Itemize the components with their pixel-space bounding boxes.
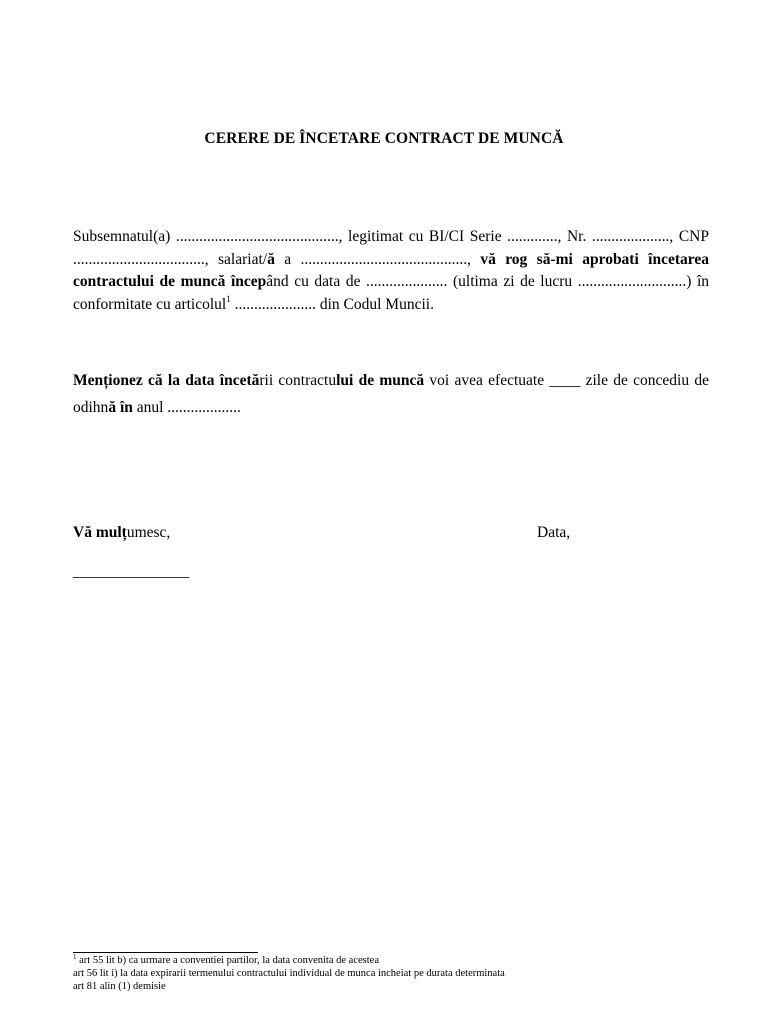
para2-text-4: voi avea efectuate ____ zile de concediu de odihn <box>73 372 710 416</box>
footnote-line-3: art 81 alin (1) demisie <box>73 981 166 992</box>
footnote-separator <box>73 952 258 953</box>
para1-text-1: Subsemnatul(a) .........................................., legitimat cu BI/CI Serie ............., Nr. ...................., CNP .................................., salariat/ <box>73 228 709 268</box>
para2-text-8: anul ................... <box>132 398 241 416</box>
document-title: CERERE DE ÎNCETARE CONTRACT DE MUNCĂ <box>204 130 564 147</box>
para2-text-1: Menționez că la data încetă <box>73 372 260 389</box>
para1-text-6: ..................... din Codul Muncii. <box>230 295 434 313</box>
para2-text-7: în <box>119 398 133 416</box>
para2-text-2: rii contractu <box>259 372 337 389</box>
closing-text-2: umesc, <box>126 524 171 541</box>
footnote-text-1: art 55 lit b) ca urmare a conventiei partilor, la data convenita de acestea <box>76 955 379 966</box>
para1-request-phrase: vă rog să-mi aprobati încetarea contractului de muncă încep <box>73 250 709 290</box>
footnote-reference: 1 <box>226 293 231 304</box>
para1-text-3: a ..........................................., <box>274 250 481 268</box>
footnote-line-1 <box>73 954 713 967</box>
para2-text-3: lui de muncă <box>336 372 425 389</box>
footnote-marker: 1 <box>73 953 77 961</box>
closing-greeting <box>73 524 170 542</box>
leave-paragraph <box>73 368 709 421</box>
para2-text-5: ă <box>108 398 117 416</box>
signature-line: _______________ <box>73 563 190 580</box>
request-paragraph <box>73 226 709 316</box>
footnotes <box>73 954 713 993</box>
para1-text-5: ând cu data de ..................... (ultima zi de lucru ............................) în conformitate cu articolul <box>73 273 710 313</box>
footnote-line-2: art 56 lit i) la data expirarii termenului contractului individual de munca incheiat pe durata determinata <box>73 968 505 979</box>
closing-text-1: Vă mulț <box>73 524 127 541</box>
para1-text-2: ă <box>267 250 275 268</box>
date-label: Data, <box>537 524 571 541</box>
